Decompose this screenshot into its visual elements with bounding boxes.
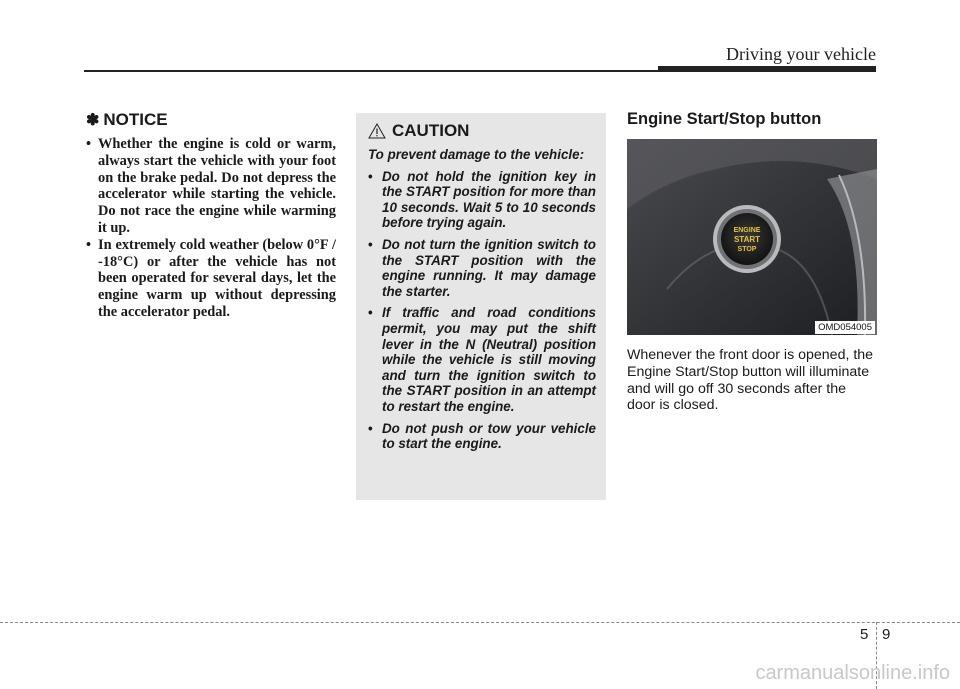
watermark: carmanualsonline.info: [755, 662, 950, 684]
notice-star-icon: ✽: [86, 112, 100, 129]
header-rule-accent: [658, 66, 876, 72]
button-start-label: START: [733, 235, 761, 244]
caution-heading: [368, 121, 596, 141]
caution-intro: To prevent damage to the vehicle:: [368, 147, 585, 162]
photo-caption: OMD054005: [815, 321, 875, 334]
page-number: 9: [882, 626, 891, 643]
section-body-text: Whenever the front door is opened, the Engine Start/Stop button will illuminate and will go off 30 seconds after the door is closed.: [627, 347, 874, 414]
page-header-title: Driving your vehicle: [726, 44, 876, 64]
caution-item: • If traffic and road conditions permit, you may put the shift lever in the N (Neutral) position while the vehicle is still moving and turn the ignition switch to the START position in an attempt to restart the engine.: [368, 305, 596, 414]
caution-item: • Do not hold the ignition key in the START position for more than 10 seconds. Wait 5 to 10 seconds before trying again.: [368, 169, 596, 231]
button-stop-label: STOP: [737, 246, 757, 253]
caution-heading-text: CAUTION: [392, 121, 470, 140]
notice-heading: [86, 110, 336, 130]
caution-item: • Do not push or tow your vehicle to start the engine.: [368, 421, 596, 452]
notice-heading-text: NOTICE: [103, 110, 168, 129]
start-stop-button-photo: [627, 139, 877, 335]
footer-rule: [0, 622, 960, 623]
notice-list: [86, 136, 336, 321]
notice-item: • Whether the engine is cold or warm, always start the vehicle with your foot on the brake pedal. Do not depress the accelerator while starting the vehicle. Do not race the engine while warming it up.: [86, 136, 336, 237]
warning-triangle-icon: [368, 122, 386, 140]
notice-column: [86, 110, 336, 321]
section-heading: Engine Start/Stop button: [627, 110, 822, 128]
caution-box: [356, 113, 606, 500]
caution-item: • Do not turn the ignition switch to the START position with the engine running. It may damage the starter.: [368, 237, 596, 299]
dashboard-illustration: [627, 139, 877, 335]
button-engine-label: ENGINE: [733, 227, 761, 234]
start-stop-column: [627, 110, 877, 414]
notice-item: • In extremely cold weather (below 0°F / -18°C) or after the vehicle has not been operated for several days, let the engine warm up without depressing the accelerator pedal.: [86, 237, 336, 321]
caution-list: [368, 169, 596, 452]
chapter-number: 5: [860, 626, 869, 643]
header-rule: [84, 70, 660, 72]
